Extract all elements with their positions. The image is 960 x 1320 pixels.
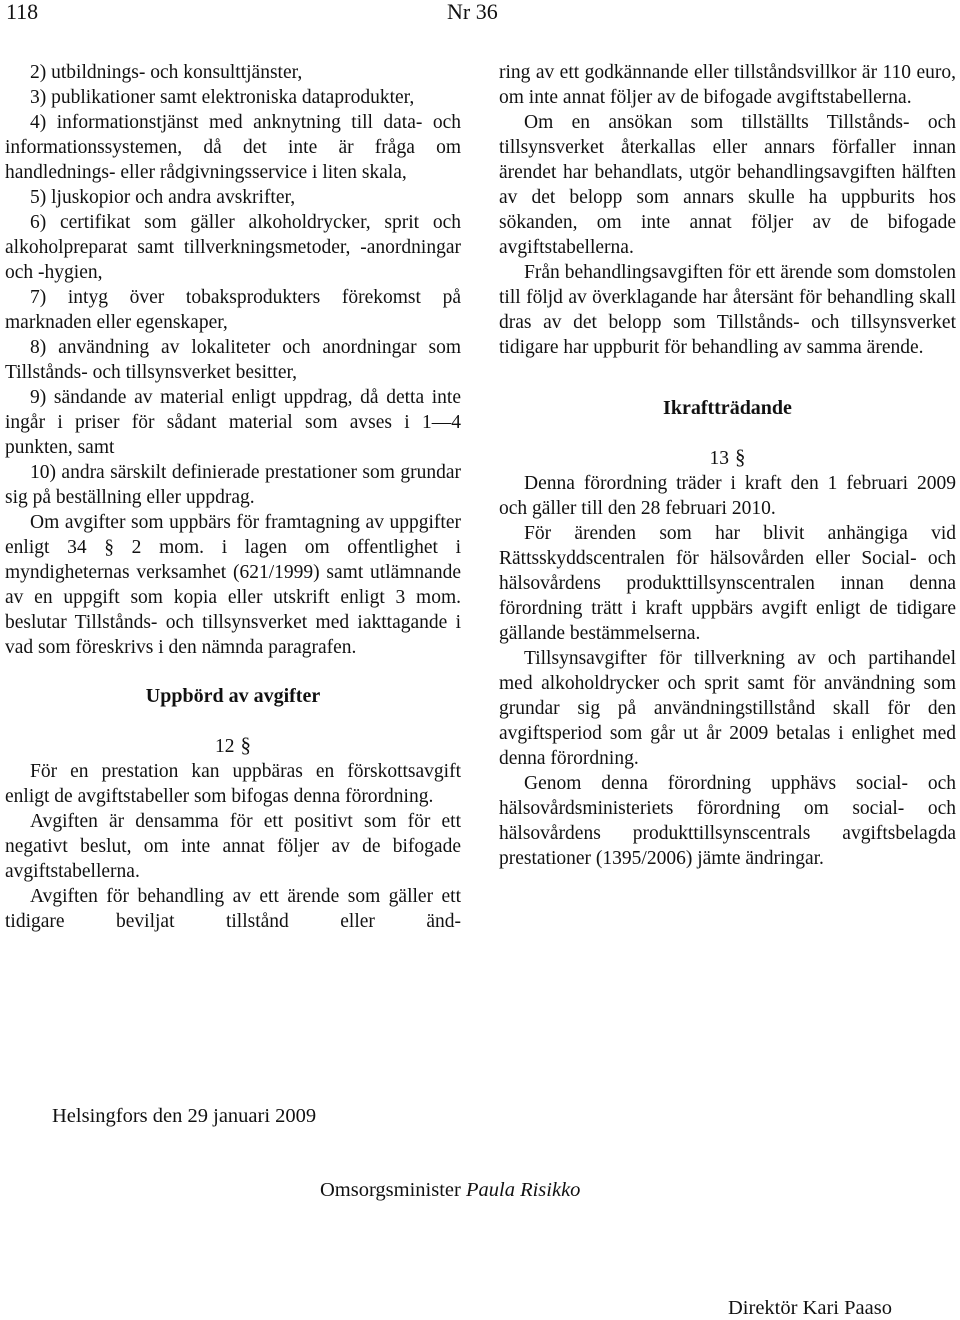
body-paragraph: För en prestation kan uppbäras en förskottsavgift enligt de avgiftstabeller som bifogas denna förordning. <box>5 761 461 807</box>
list-item: 2) utbildnings- och konsulttjänster, <box>30 62 303 83</box>
body-paragraph: Om avgifter som uppbärs för framtagning av uppgifter enligt 34 § 2 mom. i lagen om offentlighet i myndigheternas verksamhet (621/1999) samt utlämnande av en uppgift som kopia eller utskrift enligt 3 mom. beslutar Tillstånds- och tillsynsverket med iakttagande i vad som föreskrivs i den nämnda paragrafen. <box>5 512 461 658</box>
body-paragraph: Genom denna förordning upphävs social- och hälsovårdsministeriets förordning om social- och hälsovårdens produkttillsynscentrals avgiftsbelagda prestationer (1395/2006) jämte ändringar. <box>499 773 956 869</box>
list-item: 5) ljuskopior och andra avskrifter, <box>30 187 296 208</box>
minister-title: Omsorgsminister <box>320 1179 461 1201</box>
body-paragraph: Om en ansökan som tillställts Tillstånds- och tillsynsverket återkallas eller annars förfaller innan ärendet har behandlats, utgör behandlingsavgiften hälften av det belopp som annars skulle ha uppburits hos sökanden, om inte annat följer av de bifogade avgiftstabellerna. <box>499 112 956 258</box>
section-number <box>5 733 461 759</box>
section-symbol: § <box>735 445 746 469</box>
right-column <box>499 60 956 871</box>
section-heading: Uppbörd av avgifter <box>145 685 321 707</box>
list-item: 4) informationstjänst med anknytning till data- och informationssystemen, då det inte är fråga om handlednings- eller rådgivningsservice i liten skala, <box>5 112 461 183</box>
section-number-value: 13 <box>709 448 729 469</box>
left-column <box>5 60 461 934</box>
body-paragraph: Tillsynsavgifter för tillverkning av och partihandel med alkoholdrycker och sprit samt för användning som grundar sig på användningstillstånd skall för den avgiftsperiod som går ut år 2009 betalas i enlighet med denna förordning. <box>499 648 956 769</box>
section-symbol: § <box>240 733 251 757</box>
issue-number: Nr 36 <box>447 0 498 24</box>
body-paragraph: ring av ett godkännande eller tillståndsvillkor är 110 euro, om inte annat följer av de bifogade avgiftstabellerna. <box>499 62 956 108</box>
body-paragraph: Avgiften är densamma för ett positivt som för ett negativt beslut, om inte annat följer av de bifogade avgiftstabellerna. <box>5 811 461 882</box>
list-item: 10) andra särskilt definierade prestationer som grundar sig på beställning eller uppdrag. <box>5 462 461 508</box>
section-heading: Ikraftträdande <box>663 397 792 419</box>
list-item: 7) intyg över tobaksprodukters förekomst på marknaden eller egenskaper, <box>5 287 461 333</box>
list-item: 6) certifikat som gäller alkoholdrycker, sprit och alkoholpreparat samt tillverkningsmetoder, -anordningar och -hygien, <box>5 212 461 283</box>
body-paragraph: För ärenden som har blivit anhängiga vid Rättsskyddscentralen för hälsovården eller Social- och hälsovårdens produkttillsynscentralen innan denna förordning trätt i kraft uppbärs avgift enligt de tidigare gällande bestämmelserna. <box>499 523 956 644</box>
list-item: 8) användning av lokaliteter och anordningar som Tillstånds- och tillsynsverket besitter, <box>5 337 461 383</box>
list-item: 3) publikationer samt elektroniska dataprodukter, <box>30 87 415 108</box>
section-number <box>499 445 956 471</box>
section-number-value: 12 <box>215 736 235 757</box>
body-paragraph: Från behandlingsavgiften för ett ärende som domstolen till följd av överklagande har återsänt för behandling skall dras av det belopp som Tillstånds- och tillsynsverket tidigare har uppburit för behandling av samma ärende. <box>499 262 956 358</box>
minister-name: Paula Risikko <box>465 1179 581 1201</box>
list-item: 9) sändande av material enligt uppdrag, då detta inte ingår i priser för sådant material som avses i 1—4 punkten, samt <box>5 387 461 458</box>
body-paragraph: Denna förordning träder i kraft den 1 februari 2009 och gäller till den 28 februari 2010. <box>499 473 956 519</box>
place-date: Helsingfors den 29 januari 2009 <box>52 1105 317 1127</box>
minister-signature <box>320 1178 580 1202</box>
body-paragraph: Avgiften för behandling av ett ärende som gäller ett tidigare beviljat tillstånd eller änd- <box>5 886 461 932</box>
page-number: 118 <box>6 0 39 24</box>
director-signature: Direktör Kari Paaso <box>728 1297 892 1319</box>
